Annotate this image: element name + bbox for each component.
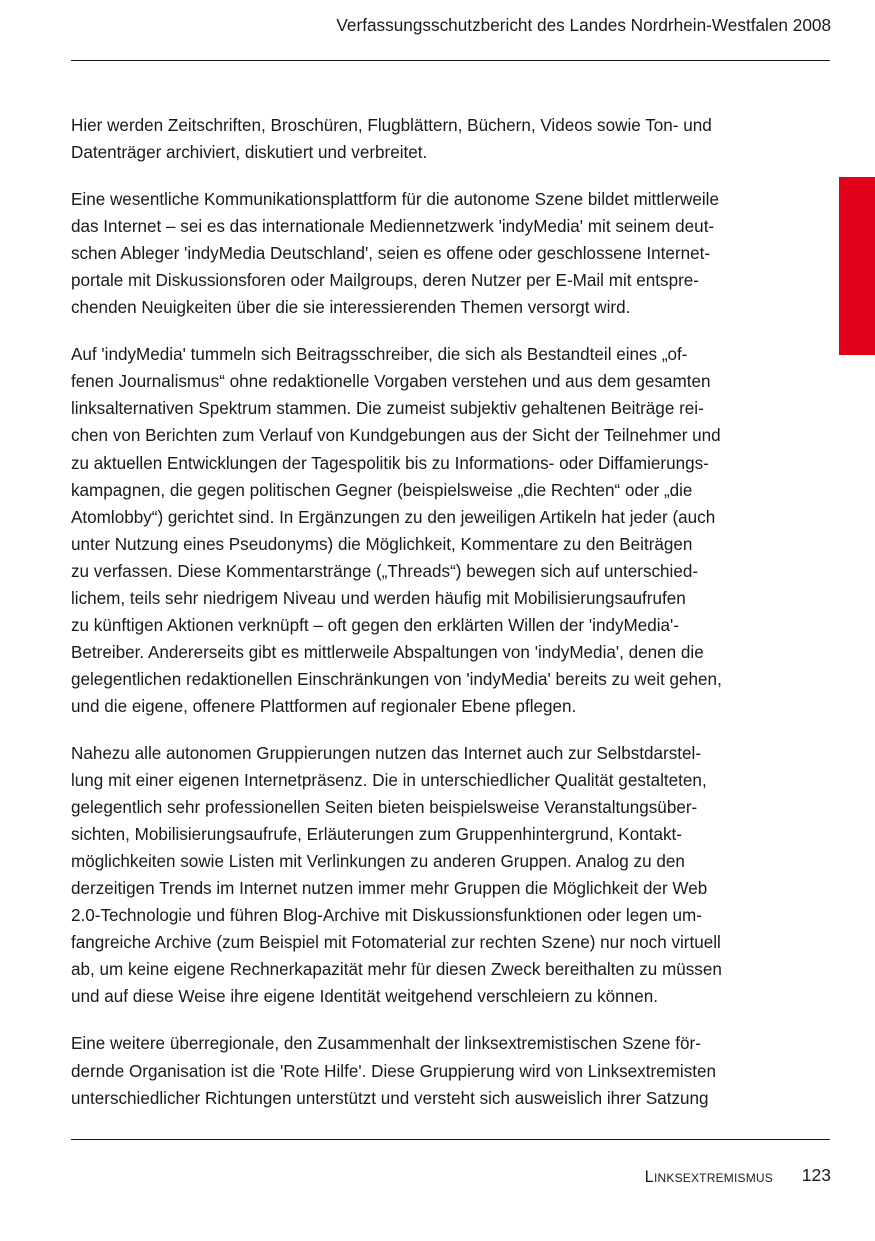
text-line: chenden Neuigkeiten über die sie interessierenden Themen versorgt wird. [71,298,631,318]
text-line: portale mit Diskussionsforen oder Mailgroups, deren Nutzer per E-Mail mit entspre- [71,271,699,291]
text-line: lung mit einer eigenen Internetpräsenz. Die in unterschiedlicher Qualität gestalteten, [71,771,707,791]
page-number: 123 [801,1165,831,1185]
text-line: linksalternativen Spektrum stammen. Die zumeist subjektiv gehaltenen Beiträge rei- [71,399,704,419]
running-header-title: Verfassungsschutzbericht des Landes Nordrhein-Westfalen 2008 [336,15,831,35]
text-line: möglichkeiten sowie Listen mit Verlinkungen zu anderen Gruppen. Analog zu den [71,852,685,872]
text-line: unter Nutzung eines Pseudonyms) die Möglichkeit, Kommentare zu den Beiträgen [71,534,693,554]
text-line: gelegentlichen redaktionellen Einschränkungen von 'indyMedia' bereits zu weit gehen, [71,669,722,689]
text-line: kampagnen, die gegen politischen Gegner (beispielsweise „die Rechten“ oder „die [71,480,693,500]
text-line: fenen Journalismus“ ohne redaktionelle Vorgaben verstehen und aus dem gesamten [71,372,711,392]
text-line: dernde Organisation ist die 'Rote Hilfe'. Diese Gruppierung wird von Linksextremisten [71,1061,717,1081]
header-divider [71,60,830,61]
text-line: zu künftigen Aktionen verknüpft – oft gegen den erklärten Willen der 'indyMedia'- [71,615,680,635]
text-line: Atomlobby“) gerichtet sind. In Ergänzungen zu den jeweiligen Artikeln hat jeder (auch [71,507,716,527]
text-line: Betreiber. Andererseits gibt es mittlerweile Abspaltungen von 'indyMedia', denen die [71,642,704,662]
text-line: zu verfassen. Diese Kommentarstränge („Threads“) bewegen sich auf unterschied- [71,561,699,581]
paragraph-4 [71,740,795,1010]
paragraph-5 [71,1030,795,1111]
text-line: Nahezu alle autonomen Gruppierungen nutzen das Internet auch zur Selbstdarstel- [71,743,702,763]
footer-section-title: Linksextremismus [644,1168,773,1186]
chapter-tab-marker [839,177,875,355]
footer-divider [71,1139,830,1140]
text-line: Datenträger archiviert, diskutiert und verbreitet. [71,143,428,163]
text-line: und die eigene, offenere Plattformen auf regionaler Ebene pflegen. [71,696,577,716]
paragraph-3 [71,341,795,720]
body-text [71,112,795,1132]
text-line: schen Ableger 'indyMedia Deutschland', seien es offene oder geschlossene Internet- [71,244,711,264]
text-line: fangreiche Archive (zum Beispiel mit Fotomaterial zur rechten Szene) nur noch virtuell [71,933,721,953]
text-line: ab, um keine eigene Rechnerkapazität mehr für diesen Zweck bereithalten zu müssen [71,960,722,980]
text-line: sichten, Mobilisierungsaufrufe, Erläuterungen zum Gruppenhintergrund, Kontakt- [71,825,682,845]
text-line: unterschiedlicher Richtungen unterstützt und versteht sich ausweislich ihrer Satzung [71,1088,709,1108]
text-line: und auf diese Weise ihre eigene Identität weitgehend verschleiern zu können. [71,987,658,1007]
text-line: Auf 'indyMedia' tummeln sich Beitragsschreiber, die sich als Bestandteil eines „of- [71,345,688,365]
paragraph-2 [71,186,795,321]
text-line: Eine wesentliche Kommunikationsplattform für die autonome Szene bildet mittlerweile [71,190,719,210]
text-line: chen von Berichten zum Verlauf von Kundgebungen aus der Sicht der Teilnehmer und [71,426,721,446]
text-line: 2.0-Technologie und führen Blog-Archive mit Diskussionsfunktionen oder legen um- [71,906,702,926]
text-line: gelegentlich sehr professionellen Seiten bieten beispielsweise Veranstaltungsüber- [71,798,698,818]
text-line: Hier werden Zeitschriften, Broschüren, Flugblättern, Büchern, Videos sowie Ton- und [71,116,712,135]
paragraph-1 [71,112,795,166]
text-line: das Internet – sei es das internationale Mediennetzwerk 'indyMedia' mit seinem deut- [71,217,715,237]
text-line: derzeitigen Trends im Internet nutzen immer mehr Gruppen die Möglichkeit der Web [71,879,708,899]
text-line: lichem, teils sehr niedrigem Niveau und werden häufig mit Mobilisierungsaufrufen [71,588,686,608]
text-line: Eine weitere überregionale, den Zusammenhalt der linksextremistischen Szene för- [71,1034,701,1054]
text-line: zu aktuellen Entwicklungen der Tagespolitik bis zu Informations- oder Diffamierungs- [71,453,709,473]
